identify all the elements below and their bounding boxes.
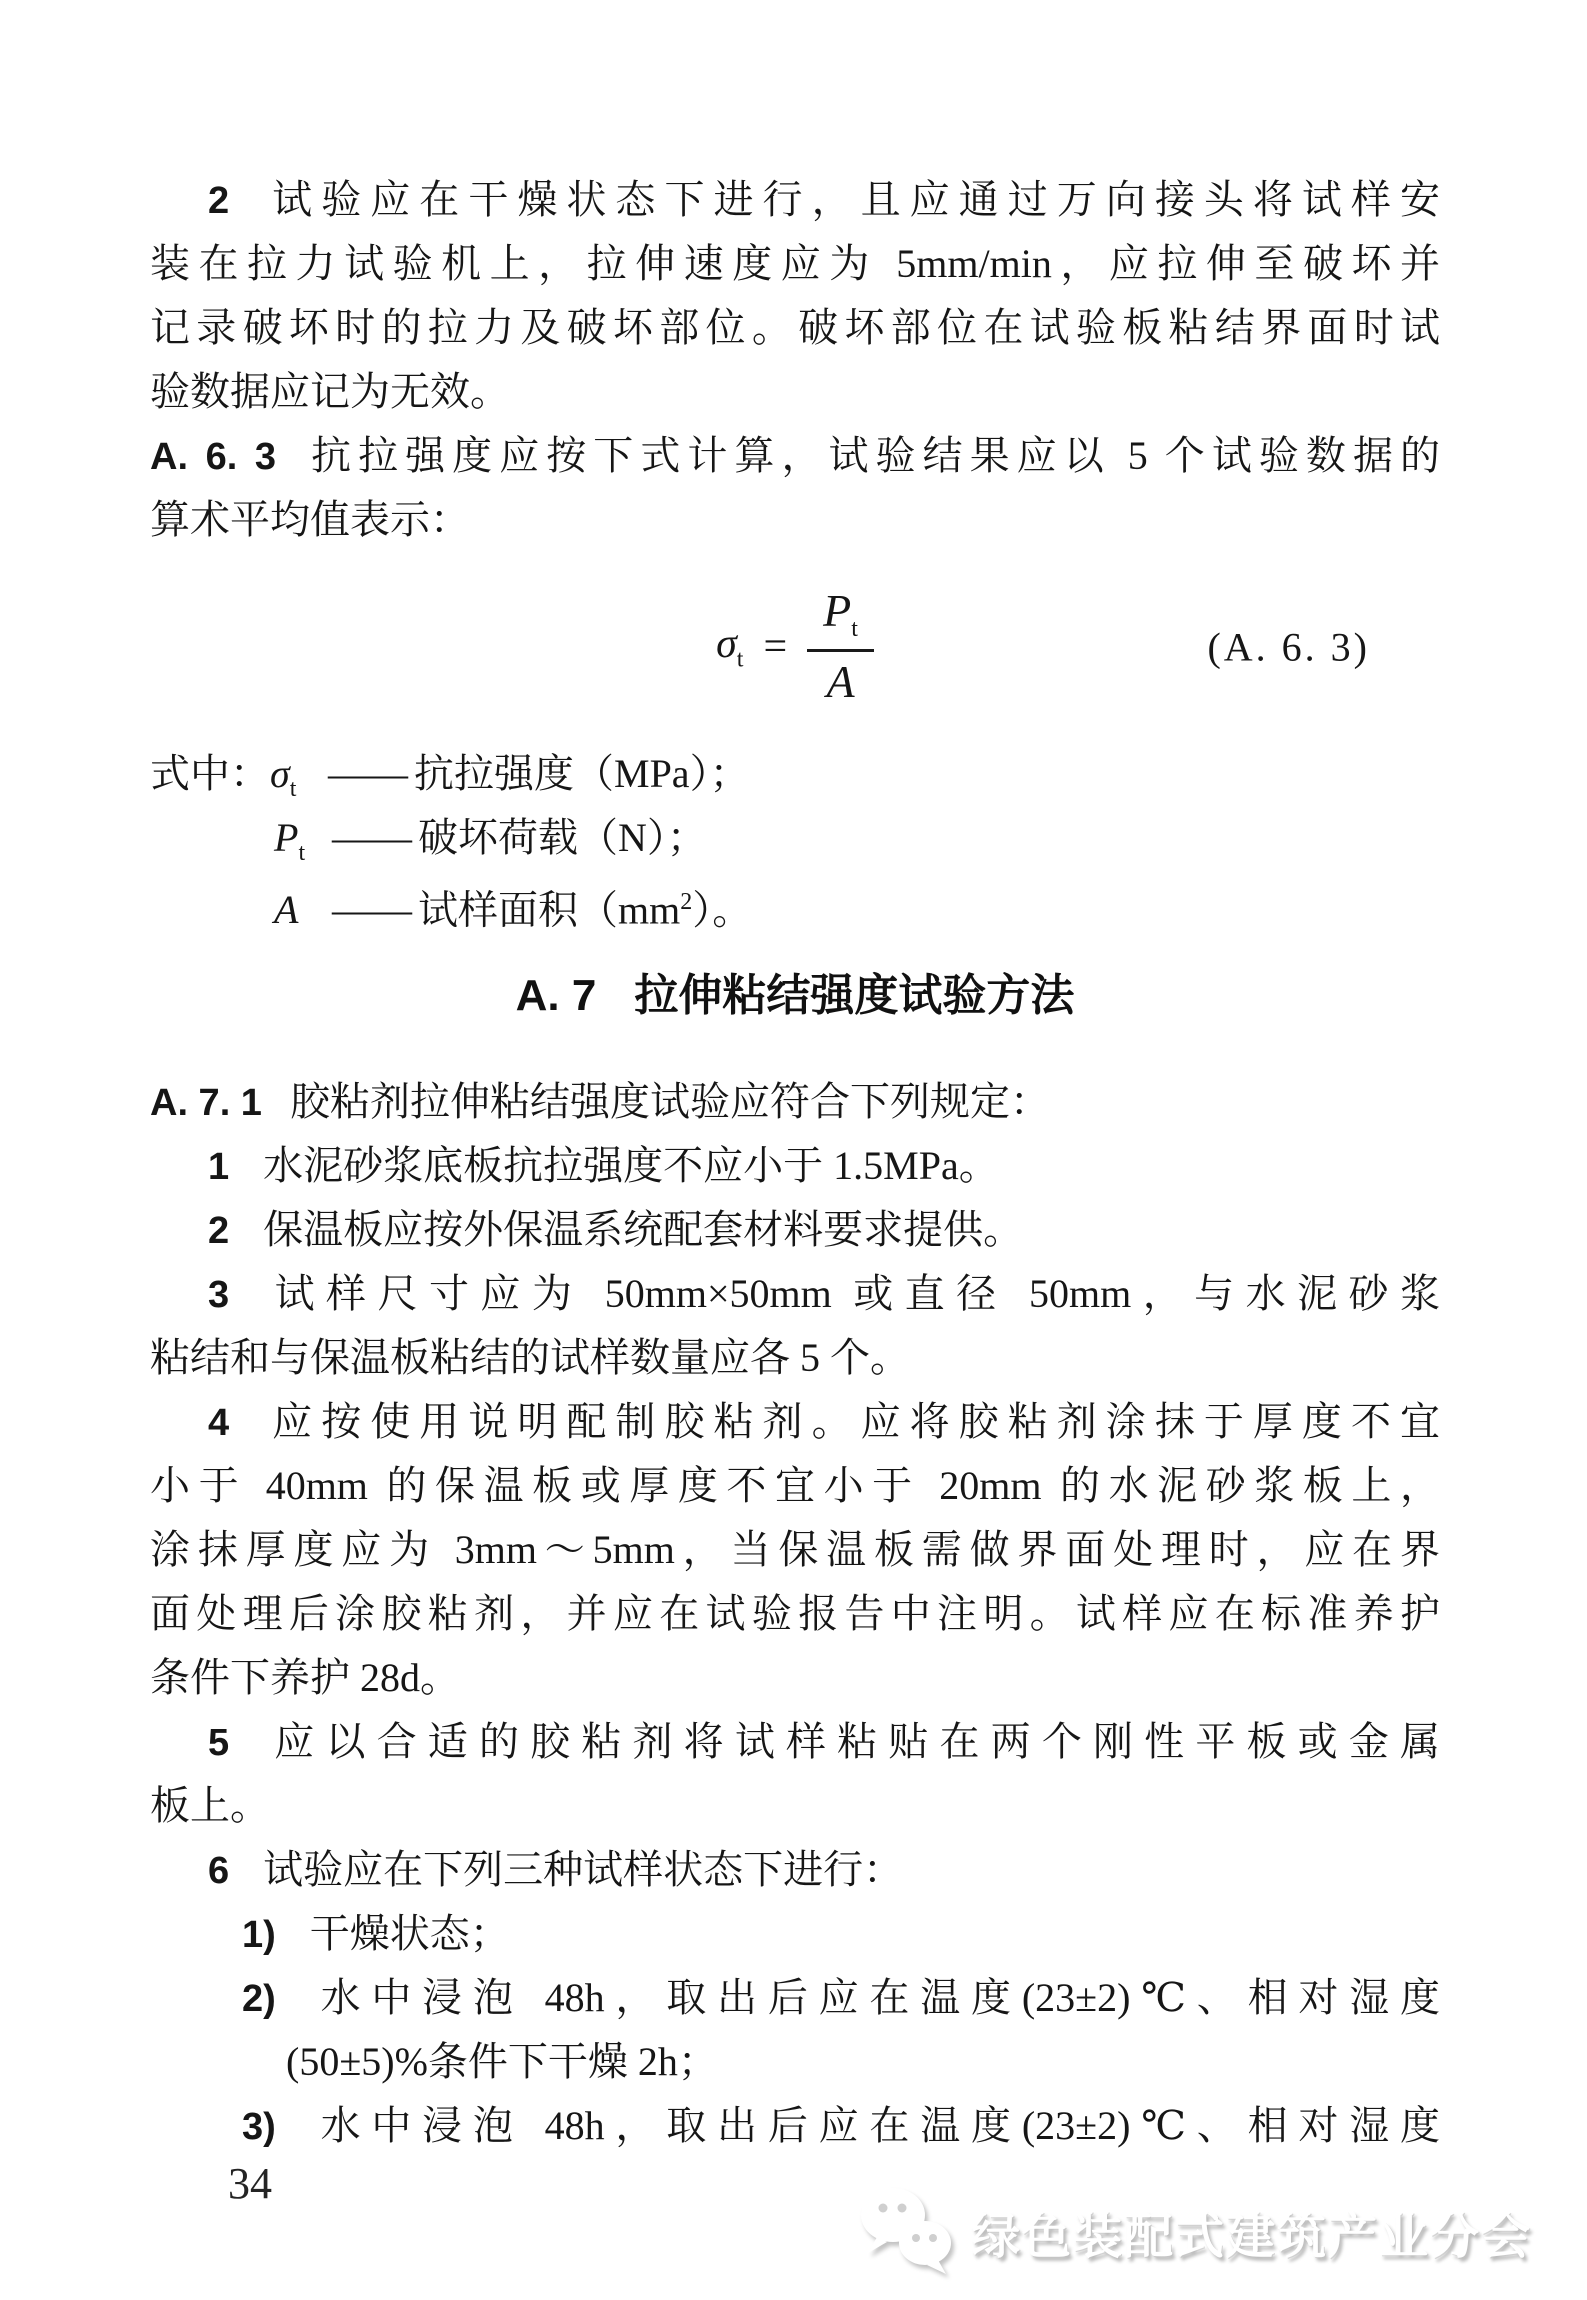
- line-text: 应按使用说明配制胶粘剂。应将胶粘剂涂抹于厚度不宜: [263, 1399, 1440, 1444]
- page-number: 34: [228, 2159, 272, 2208]
- where-lead: 式中：: [150, 751, 270, 796]
- line-text: 水中浸泡 48h，取出后应在温度(23±2)℃、相对湿度: [309, 1975, 1440, 2020]
- clause-number: A. 6. 3: [150, 436, 277, 478]
- item-number: 4: [208, 1402, 230, 1444]
- symbol-subscript: t: [289, 776, 297, 802]
- line-text: 应以合适的胶粘剂将试样粘贴在两个刚性平板或金属: [263, 1719, 1440, 1764]
- definition-superscript: 2: [680, 889, 693, 915]
- section-title: 拉伸粘结强度试验方法: [634, 971, 1075, 1020]
- item-4-line-2: [150, 1454, 1440, 1518]
- clause-a63-line-2: [150, 488, 1440, 552]
- line-text: 装在拉力试验机上，拉伸速度应为 5mm/min，应拉伸至破坏并: [150, 241, 1440, 286]
- section-heading-a7: [150, 964, 1440, 1028]
- subitem-2-line-2: [150, 2030, 1440, 2094]
- fraction: [807, 585, 874, 710]
- item-number: 2: [208, 1210, 230, 1252]
- line-text: 保温板应按外保温系统配套材料要求提供。: [263, 1207, 1024, 1252]
- subitem-number: 1): [242, 1914, 276, 1956]
- symbol-letter: σ: [270, 751, 290, 796]
- sigma-symbol: σ: [716, 621, 737, 668]
- para2-line-4: [150, 360, 1440, 424]
- para2-line-2: [150, 232, 1440, 296]
- symbol-letter: P: [274, 815, 299, 860]
- line-text: 胶粘剂拉伸粘结强度试验应符合下列规定：: [289, 1079, 1050, 1124]
- item-3-line-1: [150, 1262, 1440, 1326]
- definition-text: 破坏荷载（N）；: [418, 815, 707, 860]
- clause-a71-intro: [150, 1070, 1440, 1134]
- line-text: 涂抹厚度应为 3mm～5mm，当保温板需做界面处理时，应在界: [150, 1527, 1440, 1572]
- equation-lhs: [716, 620, 743, 673]
- item-4-line-3: [150, 1518, 1440, 1582]
- item-number: 5: [208, 1722, 230, 1764]
- watermark: [853, 2182, 1532, 2283]
- line-text: 水中浸泡 48h，取出后应在温度(23±2)℃、相对湿度: [309, 2103, 1440, 2148]
- subitem-1: [150, 1902, 1440, 1966]
- definition-tail: ）。: [692, 887, 753, 933]
- section-number: A. 7: [515, 971, 597, 1020]
- line-text: 试验应在干燥状态下进行，且应通过万向接头将试样安: [263, 177, 1440, 222]
- line-text: 验数据应记为无效。: [150, 369, 510, 414]
- fraction-denominator: A: [826, 656, 855, 708]
- line-text: 粘结和与保温板粘结的试样数量应各 5 个。: [150, 1335, 910, 1380]
- symbol-subscript: t: [298, 840, 306, 866]
- item-number: 1: [208, 1146, 230, 1188]
- definition-dash: ——: [332, 815, 412, 860]
- para2-line-1: [150, 168, 1440, 232]
- clause-a63-line-1: [150, 424, 1440, 488]
- item-number: 6: [208, 1850, 230, 1892]
- subitem-number: 2): [242, 1978, 276, 2020]
- equation-a63: [150, 552, 1440, 742]
- item-5-line-1: [150, 1710, 1440, 1774]
- item-5-line-2: [150, 1774, 1440, 1838]
- symbol: [274, 878, 332, 942]
- equation-body: [716, 585, 874, 710]
- equals-sign: =: [763, 623, 788, 670]
- item-4-line-1: [150, 1390, 1440, 1454]
- item-2: [150, 1198, 1440, 1262]
- symbol-letter: A: [274, 887, 299, 933]
- p-symbol: P: [823, 584, 852, 636]
- where-def-sigma: [150, 742, 1440, 806]
- subitem-number: 3): [242, 2106, 276, 2148]
- line-text: 水泥砂浆底板抗拉强度不应小于 1.5MPa。: [263, 1143, 999, 1188]
- line-text: 面处理后涂胶粘剂，并应在试验报告中注明。试样应在标准养护: [150, 1591, 1440, 1636]
- wechat-icon: [853, 2182, 957, 2283]
- item-number: 2: [208, 180, 230, 222]
- line-text: 条件下养护 28d。: [150, 1655, 460, 1700]
- p-subscript: t: [851, 615, 858, 642]
- item-4-line-5: [150, 1646, 1440, 1710]
- definition-dash: ——: [328, 751, 408, 796]
- definition-dash: ——: [332, 887, 412, 933]
- line-text: 试样尺寸应为 50mm×50mm 或直径 50mm，与水泥砂浆: [263, 1271, 1440, 1316]
- where-def-p: [150, 806, 1440, 870]
- definition-text: 抗拉强度（MPa）；: [414, 751, 750, 796]
- watermark-brand: 绿色装配式建筑产业分会: [970, 2209, 1532, 2264]
- line-text: 干燥状态；: [309, 1911, 510, 1956]
- equation-label: (A. 6. 3): [1207, 624, 1370, 670]
- item-number: 3: [208, 1274, 230, 1316]
- line-text: 小于 40mm 的保温板或厚度不宜小于 20mm 的水泥砂浆板上，: [150, 1463, 1440, 1508]
- line-text: 算术平均值表示：: [150, 497, 470, 542]
- clause-number: A. 7. 1: [150, 1082, 262, 1124]
- line-text: 试验应在下列三种试样状态下进行：: [263, 1847, 904, 1892]
- subitem-2-line-1: [150, 1966, 1440, 2030]
- where-def-a: [150, 870, 1440, 934]
- item-3-line-2: [150, 1326, 1440, 1390]
- item-1: [150, 1134, 1440, 1198]
- sigma-subscript: t: [736, 646, 744, 673]
- fraction-numerator: [807, 585, 874, 653]
- para2-line-3: [150, 296, 1440, 360]
- line-text: 记录破坏时的拉力及破坏部位。破坏部位在试验板粘结界面时试: [150, 305, 1440, 350]
- item-4-line-4: [150, 1582, 1440, 1646]
- page-body: [150, 168, 1440, 2158]
- subitem-3: [150, 2094, 1440, 2158]
- item-6: [150, 1838, 1440, 1902]
- line-text: 板上。: [150, 1783, 270, 1828]
- line-text: (50±5)%条件下干燥 2h；: [286, 2039, 718, 2084]
- line-text: 抗拉强度应按下式计算，试验结果应以 5 个试验数据的: [304, 433, 1440, 478]
- definition-text: 试样面积（mm: [418, 887, 681, 933]
